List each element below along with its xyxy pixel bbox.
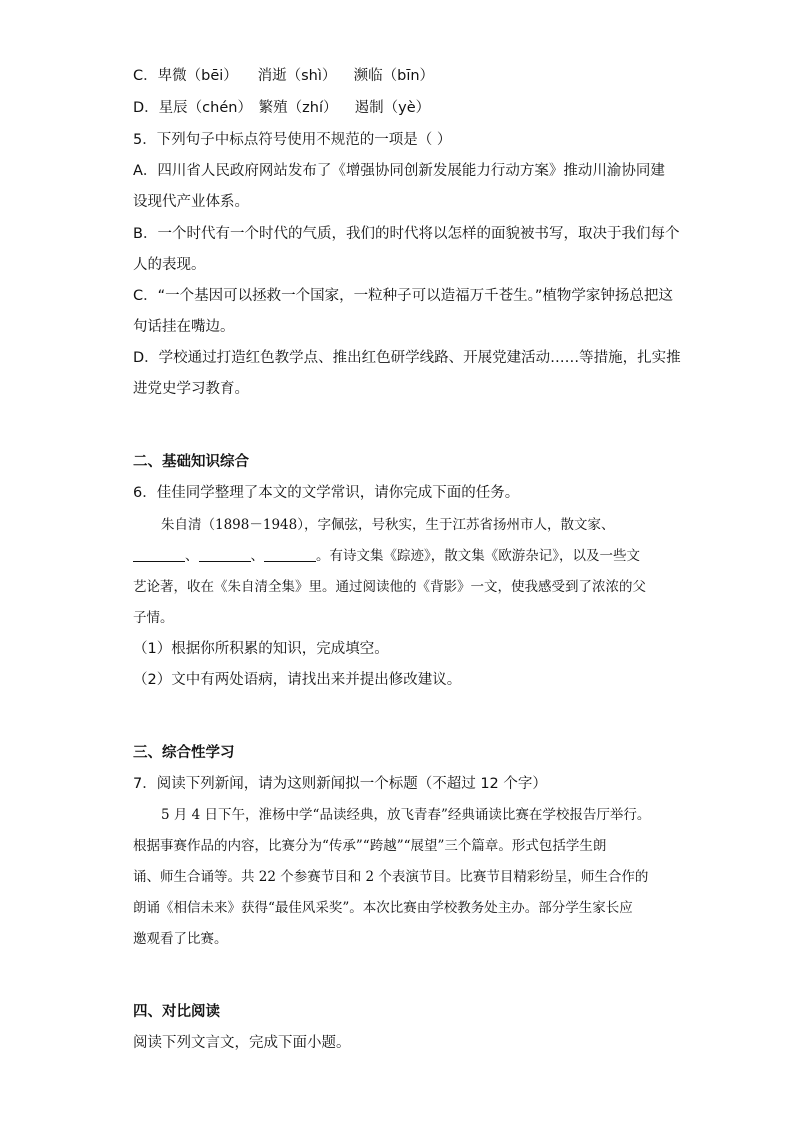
q5-option-a-line2: 设现代产业体系。	[133, 194, 249, 210]
news-line-2: 根据事赛作品的内容，比赛分为“传承”“跨越”“展望”三个篇章。形式包括学生朗	[133, 838, 607, 854]
fill-blank-2[interactable]	[199, 547, 251, 562]
q4-option-c: C．卑微（bēi） 消逝（shì） 濒临（bīn）	[133, 68, 435, 84]
q6-stem: 6．佳佳同学整理了本文的文学常识，请你完成下面的任务。	[133, 485, 520, 501]
q5-option-c-line2: 句话挂在嘴边。	[133, 319, 235, 335]
q5-stem: 5．下列句子中标点符号使用不规范的一项是（ ）	[133, 132, 452, 148]
q4-d-item-1: 星辰（chén）	[158, 100, 252, 116]
section-4-intro: 阅读下列文言文，完成下面小题。	[133, 1035, 351, 1051]
news-line-3: 诵、师生合诵等。共 22 个参赛节目和 2 个表演节目。比赛节目精彩纷呈，师生合作的	[133, 869, 649, 885]
q5-option-c-line1: C．“一个基因可以拯救一个国家，一粒种子可以造福万千苍生。”植物学家钟扬总把这	[133, 288, 673, 304]
q6-sub-question-2: （2）文中有两处语病，请找出来并提出修改建议。	[133, 672, 462, 688]
q6-passage-line3: 艺论著，收在《朱自清全集》里。通过阅读他的《背影》一文，使我感受到了浓浓的父	[133, 579, 646, 595]
q5-option-d-line1: D．学校通过打造红色教学点、推出红色研学线路、开展党建活动……等措施，扎实推	[133, 350, 681, 366]
news-line-1: 5 月 4 日下午，淮杨中学“品读经典，放飞青春”经典诵读比赛在学校报告厅举行。	[161, 807, 651, 823]
q4-option-d: D．星辰（chén） 繁殖（zhí） 遏制（yè）	[133, 100, 431, 116]
q6-passage-line1: 朱自清（1898－1948），字佩弦，号秋实，生于江苏省扬州市人，散文家、	[161, 517, 615, 533]
q5-option-a-line1: A．四川省人民政府网站发布了《增强协同创新发展能力行动方案》推动川渝协同建	[133, 163, 665, 179]
section-2-title: 二、基础知识综合	[133, 454, 249, 470]
q4-d-item-2: 繁殖（zhí）	[258, 100, 338, 116]
fill-blank-3[interactable]	[264, 547, 316, 562]
news-line-4: 朗诵《相信未来》获得“最佳风采奖”。本次比赛由学校教务处主办。部分学生家长应	[133, 900, 633, 916]
q4-c-item-1: 卑微（bēi）	[157, 68, 238, 84]
q5-option-b-line1: B．一个时代有一个时代的气质，我们的时代将以怎样的面貌被书写，取决于我们每个	[133, 226, 680, 242]
q6-passage-line4: 子情。	[133, 610, 174, 626]
q4-c-item-3: 濒临（bīn）	[353, 68, 435, 84]
section-4-title: 四、对比阅读	[133, 1004, 220, 1020]
q4-d-item-3: 遏制（yè）	[354, 100, 431, 116]
q5-option-b-line2: 人的表现。	[133, 257, 206, 273]
fill-blank-1[interactable]	[133, 547, 185, 562]
q6-passage-line2: 、 、 。有诗文集《踪迹》，散文集《欧游杂记》，以及一些文	[133, 546, 640, 566]
q6-sub-question-1: （1）根据你所积累的知识，完成填空。	[133, 641, 389, 657]
q7-stem: 7．阅读下列新闻，请为这则新闻拟一个标题（不超过 12 个字）	[133, 776, 547, 792]
q4-c-item-2: 消逝（shì）	[257, 68, 337, 84]
q5-option-d-line2: 进党史学习教育。	[133, 381, 249, 397]
news-line-5: 邀观看了比赛。	[133, 931, 228, 947]
section-3-title: 三、综合性学习	[133, 745, 235, 761]
